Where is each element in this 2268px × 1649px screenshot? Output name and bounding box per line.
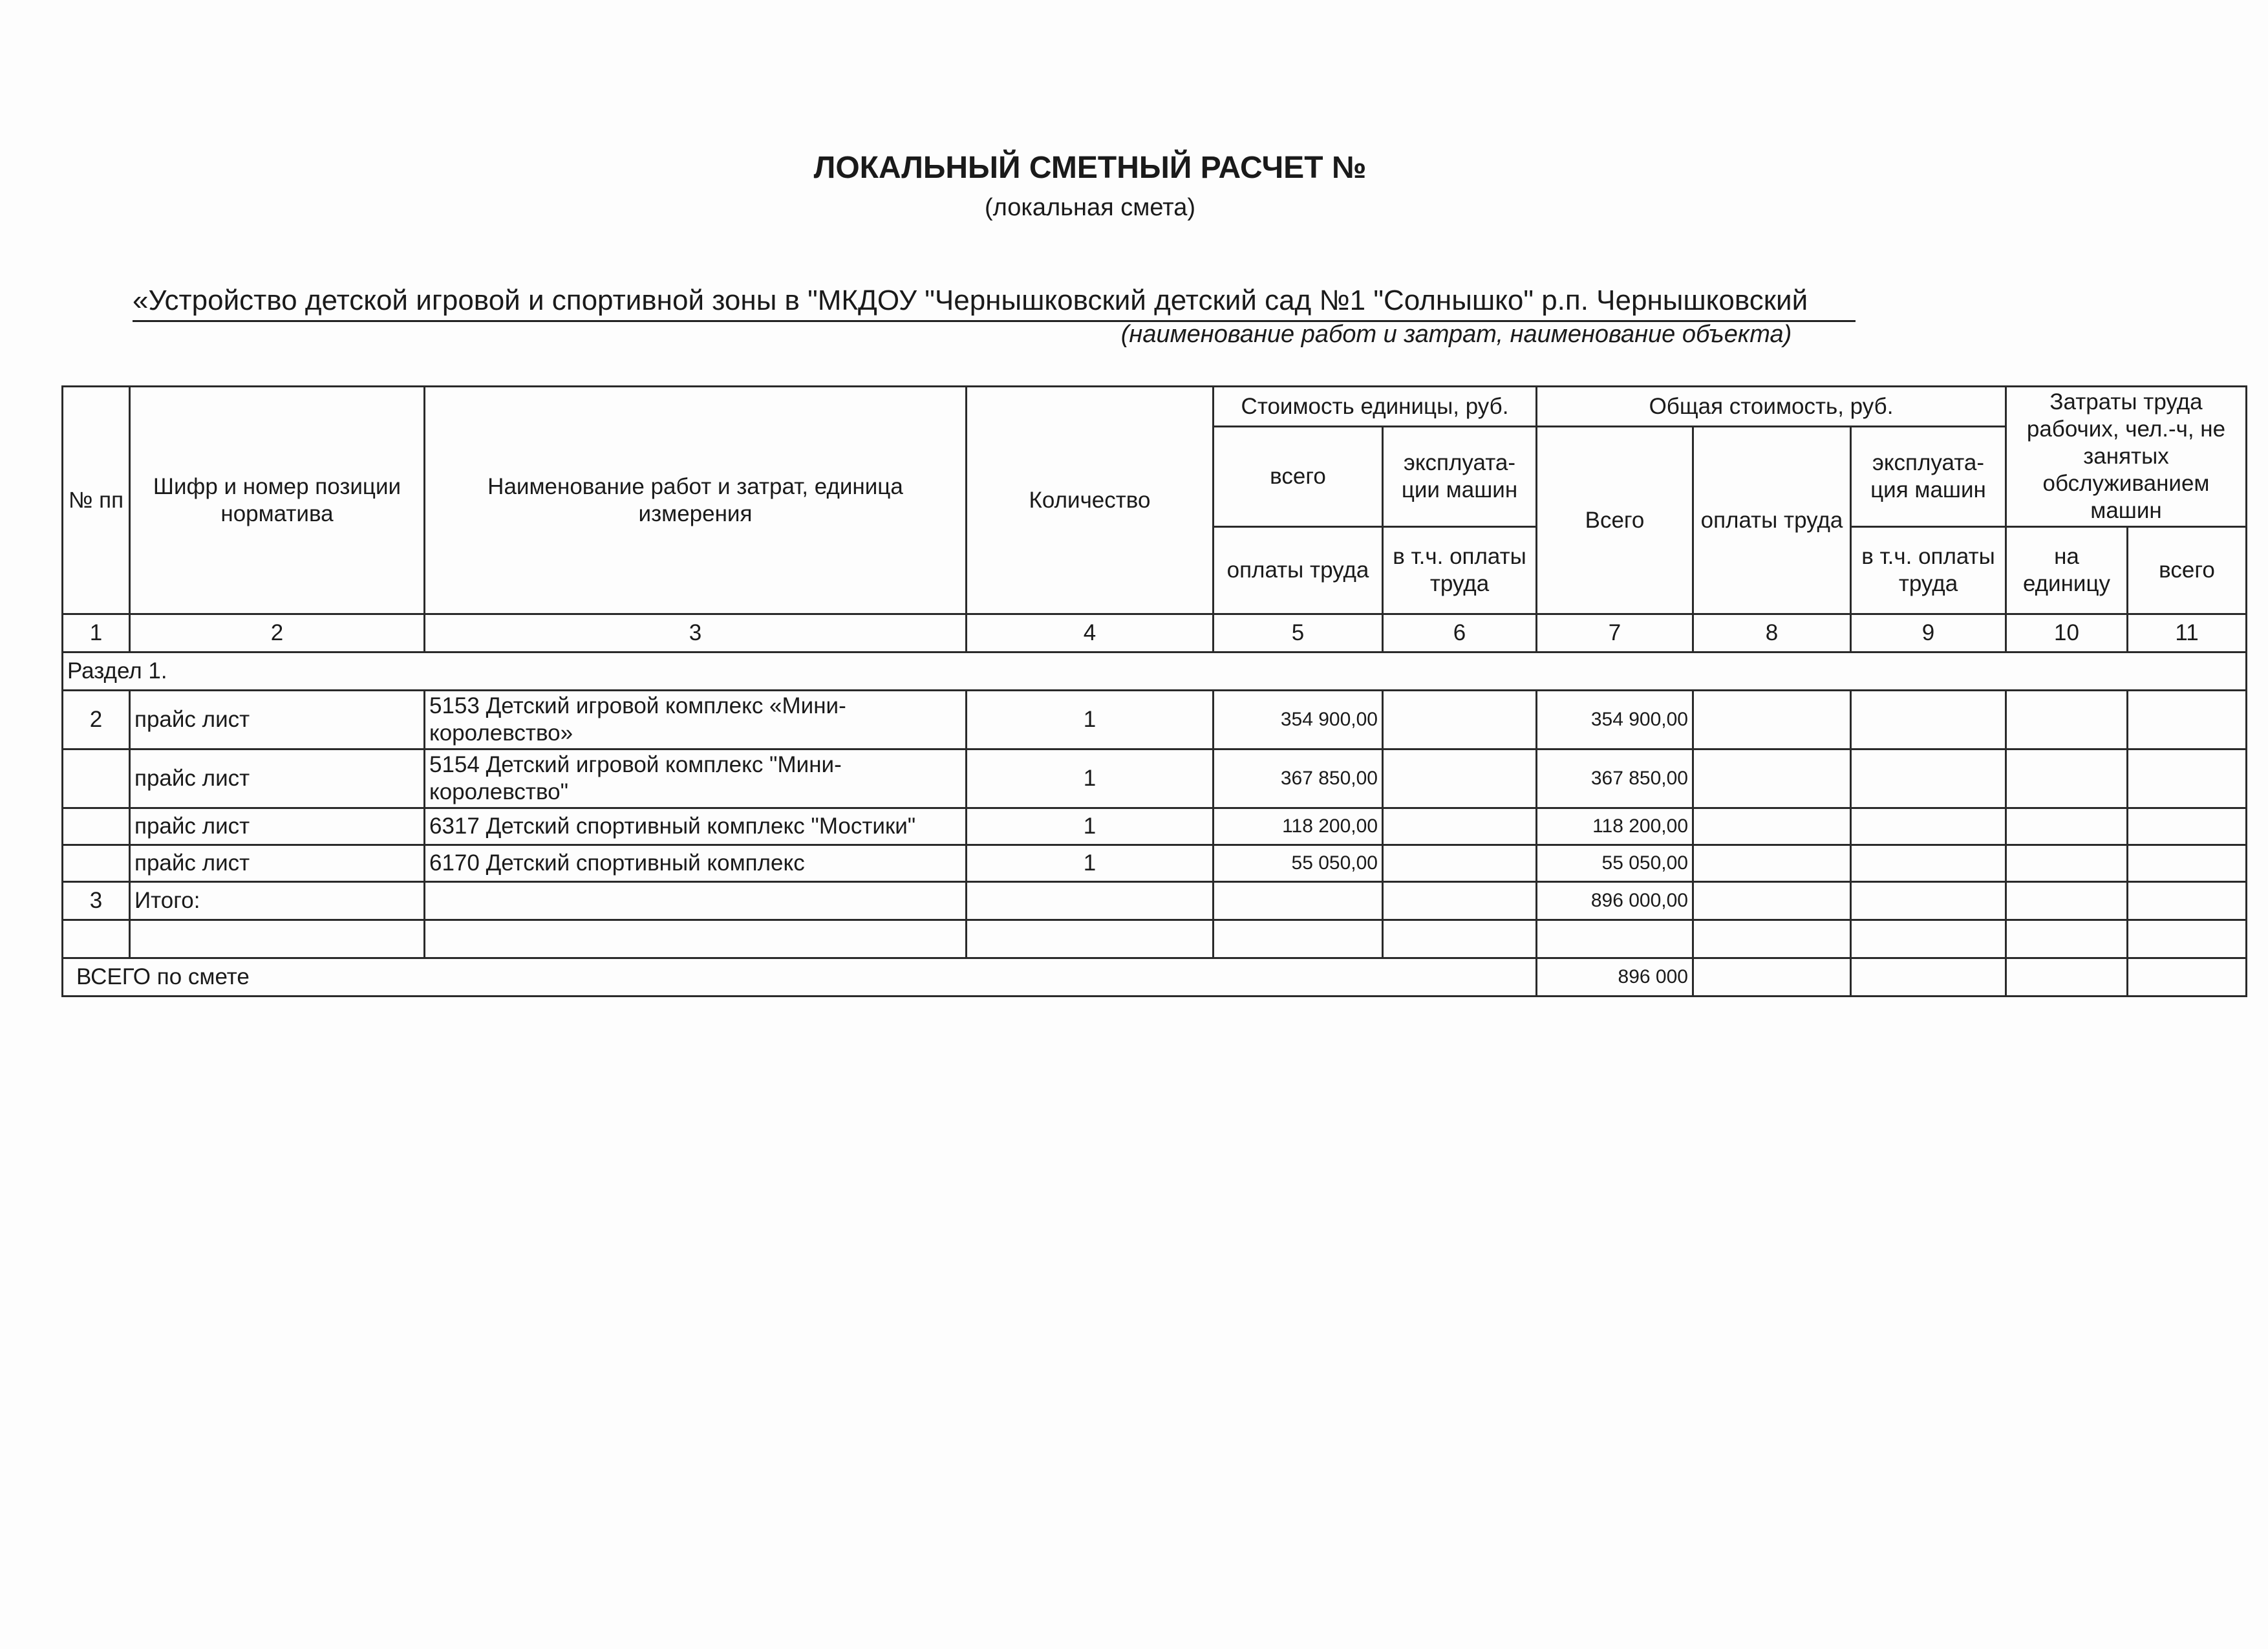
itogo-total: 896 000,00: [1537, 882, 1693, 920]
empty-cell: [1851, 920, 2006, 958]
empty-cell: [1383, 749, 1537, 808]
header-name: Наименование работ и затрат, единица измерения: [425, 387, 967, 614]
header-total-cost: Общая стоимость, руб.: [1537, 387, 2006, 427]
row-unit-total: 55 050,00: [1214, 845, 1383, 882]
empty-cell: [1537, 920, 1693, 958]
table-row: [63, 808, 2247, 845]
document-subtitle: (локальная смета): [985, 194, 1195, 221]
row-pp: 2: [63, 691, 130, 749]
header-unit-cost: Стоимость единицы, руб.: [1214, 387, 1537, 427]
object-caption: (наименование работ и затрат, наименование объекта): [1120, 321, 1792, 348]
empty-cell: [1693, 691, 1851, 749]
grand-total-value: 896 000: [1537, 958, 1693, 997]
row-total: 354 900,00: [1537, 691, 1693, 749]
row-pp: [63, 808, 130, 845]
header-code: Шифр и номер позиции норматива: [130, 387, 425, 614]
index-cell: 3: [425, 614, 967, 652]
empty-cell: [2128, 845, 2247, 882]
empty-cell: [130, 920, 425, 958]
row-unit-total: 118 200,00: [1214, 808, 1383, 845]
empty-cell: [1851, 808, 2006, 845]
row-unit-total: 367 850,00: [1214, 749, 1383, 808]
row-total: 367 850,00: [1537, 749, 1693, 808]
header-total-machines-labor: в т.ч. оплаты труда: [1851, 527, 2006, 614]
empty-cell: [1383, 882, 1537, 920]
empty-cell: [1693, 882, 1851, 920]
row-name: 5154 Детский игровой комплекс "Мини-королевство": [425, 749, 967, 808]
header-total-all: Всего: [1537, 427, 1693, 614]
header-unit-labor: оплаты труда: [1214, 527, 1383, 614]
row-name: 5153 Детский игровой комплекс «Мини-королевство»: [425, 691, 967, 749]
empty-cell: [2006, 920, 2128, 958]
row-pp: [63, 845, 130, 882]
row-total: 118 200,00: [1537, 808, 1693, 845]
header-quantity: Количество: [967, 387, 1214, 614]
empty-cell: [967, 882, 1214, 920]
empty-cell: [1851, 882, 2006, 920]
itogo-label: Итого:: [130, 882, 425, 920]
row-name: 6317 Детский спортивный комплекс "Мостики": [425, 808, 967, 845]
grand-total-label: ВСЕГО по смете: [63, 958, 1537, 997]
header-labor-costs: Затраты труда рабочих, чел.-ч, не занятых обслуживанием машин: [2006, 387, 2247, 527]
header-total-labor: оплаты труда: [1693, 427, 1851, 614]
empty-cell: [2006, 691, 2128, 749]
table-row: [63, 845, 2247, 882]
empty-cell: [2128, 749, 2247, 808]
empty-cell: [1851, 845, 2006, 882]
empty-cell: [2006, 808, 2128, 845]
index-cell: 9: [1851, 614, 2006, 652]
empty-row: [63, 920, 2247, 958]
header-unit-total: всего: [1214, 427, 1383, 527]
empty-cell: [425, 920, 967, 958]
index-cell: 11: [2128, 614, 2247, 652]
index-cell: 10: [2006, 614, 2128, 652]
estimate-table: [61, 385, 2247, 997]
header-unit-machines-labor: в т.ч. оплаты труда: [1383, 527, 1537, 614]
index-cell: 1: [63, 614, 130, 652]
empty-cell: [1693, 958, 1851, 997]
empty-cell: [2006, 749, 2128, 808]
row-name: 6170 Детский спортивный комплекс: [425, 845, 967, 882]
empty-cell: [1851, 958, 2006, 997]
empty-cell: [2128, 882, 2247, 920]
row-code: прайс лист: [130, 845, 425, 882]
empty-cell: [2128, 920, 2247, 958]
itogo-pp: 3: [63, 882, 130, 920]
empty-cell: [425, 882, 967, 920]
row-quantity: 1: [967, 691, 1214, 749]
section-label: Раздел 1.: [63, 652, 2247, 691]
empty-cell: [1693, 749, 1851, 808]
empty-cell: [2006, 882, 2128, 920]
row-quantity: 1: [967, 749, 1214, 808]
empty-cell: [2006, 958, 2128, 997]
index-cell: 2: [130, 614, 425, 652]
empty-cell: [63, 920, 130, 958]
empty-cell: [1383, 808, 1537, 845]
header-total-machines: эксплуата-ция машин: [1851, 427, 2006, 527]
empty-cell: [1851, 691, 2006, 749]
header-labor-per-unit: на единицу: [2006, 527, 2128, 614]
index-cell: 8: [1693, 614, 1851, 652]
empty-cell: [967, 920, 1214, 958]
column-index-row: [63, 614, 2247, 652]
empty-cell: [1214, 920, 1383, 958]
empty-cell: [1383, 845, 1537, 882]
header-unit-machines: эксплуата-ции машин: [1383, 427, 1537, 527]
index-cell: 7: [1537, 614, 1693, 652]
header-pp: № пп: [63, 387, 130, 614]
table-row: [63, 691, 2247, 749]
index-cell: 4: [967, 614, 1214, 652]
itogo-row: [63, 882, 2247, 920]
document-title: ЛОКАЛЬНЫЙ СМЕТНЫЙ РАСЧЕТ №: [813, 151, 1367, 185]
empty-cell: [1693, 920, 1851, 958]
row-unit-total: 354 900,00: [1214, 691, 1383, 749]
empty-cell: [1693, 845, 1851, 882]
empty-cell: [1383, 920, 1537, 958]
empty-cell: [2128, 808, 2247, 845]
empty-cell: [2128, 691, 2247, 749]
row-code: прайс лист: [130, 749, 425, 808]
empty-cell: [2128, 958, 2247, 997]
row-quantity: 1: [967, 845, 1214, 882]
row-pp: [63, 749, 130, 808]
row-code: прайс лист: [130, 808, 425, 845]
section-row: [63, 652, 2247, 691]
grand-total-row: [63, 958, 2247, 997]
index-cell: 6: [1383, 614, 1537, 652]
empty-cell: [1851, 749, 2006, 808]
empty-cell: [1693, 808, 1851, 845]
header-labor-total: всего: [2128, 527, 2247, 614]
empty-cell: [1214, 882, 1383, 920]
object-name: «Устройство детской игровой и спортивной зоны в "МКДОУ "Чернышковский детский сад №1 "Солнышко" р.п. Чернышковский: [133, 285, 1808, 316]
row-code: прайс лист: [130, 691, 425, 749]
empty-cell: [2006, 845, 2128, 882]
row-total: 55 050,00: [1537, 845, 1693, 882]
empty-cell: [1383, 691, 1537, 749]
table-row: [63, 749, 2247, 808]
index-cell: 5: [1214, 614, 1383, 652]
row-quantity: 1: [967, 808, 1214, 845]
